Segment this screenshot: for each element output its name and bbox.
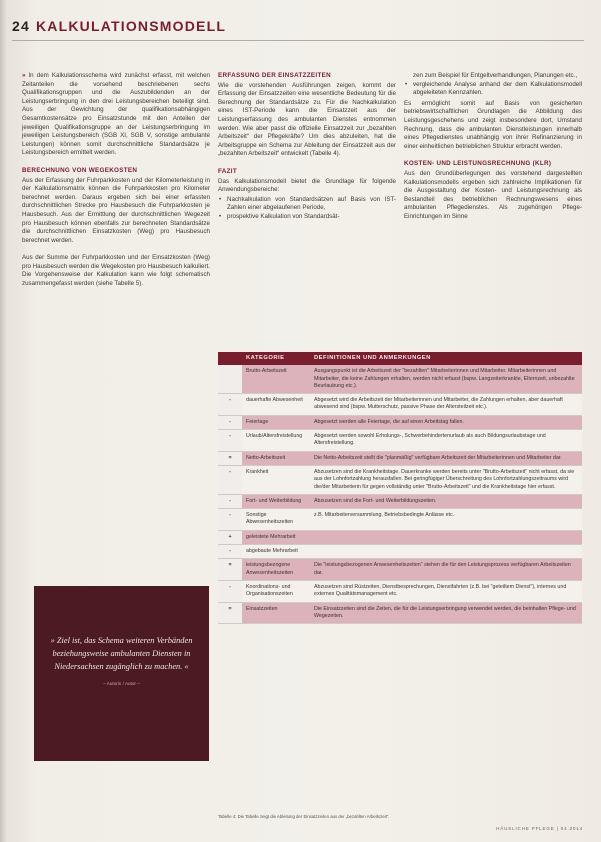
row-definition xyxy=(310,530,582,544)
row-category: Netto-Arbeitszeit xyxy=(242,451,310,465)
wegekosten-paragraph-1: Aus der Erfassung der Fuhrparkkosten und der Kilometerleistung in der Kalkulationsmatrix können die Fuhrparkkosten pro Kilometer berechnet werden. Daraus ergeben sich bei einer erfassten durchschnittlichen Strecke pro Hausbesuch die Fuhrparkkosten je Hausbesuch. Aus der Ermittlung der durchschnittlichen Wegezeit pro Hausbesuch können ebenfalls zur berechneten Standardsätze die durchschnittlichen Einsatzkosten (Weg) pro Hausbesuch berechnet werden. xyxy=(22,176,210,244)
row-sign: = xyxy=(218,602,242,624)
fazit-paragraph: Das Kalkulationsmodell bietet die Grundlage für folgende Anwendungsbereiche: xyxy=(218,177,396,194)
row-definition: Die Netto-Arbeitszeit stellt die "planmäßig" verfügbare Arbeitszeit der Mitarbeiterinnen und Mitarbeiter dar. xyxy=(310,451,582,465)
row-sign: - xyxy=(218,394,242,416)
row-definition: z.B. Mitarbeiterversammlung, Betriebsbedingte Anlässe etc. xyxy=(310,509,582,531)
section-heading-fazit: FAZIT xyxy=(218,167,237,175)
wegekosten-paragraph-2: Aus der Summe der Fuhrparkkosten und der Einsatzkosten (Weg) pro Hausbesuch werden die Wegekosten pro Hausbesuch kalkuliert. Die Vorgehensweise der Kalkulation kann wie folgt schematisch zusammengefasst werden (siehe Tabelle 5). xyxy=(22,254,210,288)
page-title: KALKULATIONSMODELL xyxy=(35,18,227,34)
row-definition xyxy=(310,545,582,559)
row-category: Koordinations- und Organisationszeiten xyxy=(242,580,310,602)
row-category: Sonstige Abwesenheitszeiten xyxy=(242,509,310,531)
row-category: Einsatzzeiten xyxy=(242,602,310,624)
page-header xyxy=(12,18,226,34)
list-item: • Nachkalkulation von Standardsätzen auf Basis von IST-Zahlen einer abgelaufenen Periode, xyxy=(218,196,396,213)
row-definition: Abzusetzen sind Rüstzeiten, Dienstbesprechungen, Dienstfahrten (z.B. bei "geteiltem Dienst"), internes und externes Qualitätsmanagement etc. xyxy=(310,580,582,602)
row-category: Brutto-Arbeitszeit xyxy=(242,365,310,393)
row-sign: = xyxy=(218,451,242,465)
list-item: • prospektive Kalkulation von Standardsät- xyxy=(218,213,396,222)
col3-list xyxy=(404,81,582,98)
row-sign xyxy=(218,365,242,393)
table-row xyxy=(218,451,582,465)
row-definition: Abgesetzt werden alle Feiertage, die auf einen Arbeitstag fallen. xyxy=(310,415,582,429)
row-category: dauerhafte Abwesenheit xyxy=(242,394,310,416)
row-sign: - xyxy=(218,545,242,559)
table-header-sign xyxy=(218,352,242,365)
row-category: leistungsbezogene Anwesenheitszeiten xyxy=(242,559,310,581)
table-row xyxy=(218,394,582,416)
arrow-icon: » xyxy=(22,72,26,79)
column-3 xyxy=(404,72,582,231)
row-definition: Die Einsatzzeiten sind die Zeiten, die für die Leistungserbringung verwendet werden, die beinhalten Pflege- und Wegezeiten. xyxy=(310,602,582,624)
fazit-list xyxy=(218,196,396,222)
table-row xyxy=(218,530,582,544)
pull-quote-box xyxy=(34,586,209,761)
table-row xyxy=(218,545,582,559)
table-caption: Tabelle 4: Die Tabelle zeigt die Ableitung der Einsatzzeiten aus der „bezahlten Arbeitszeit“. xyxy=(218,814,390,819)
row-category: abgebaute Mehrarbeit xyxy=(242,545,310,559)
pull-quote-text: » Ziel ist, das Schema weiteren Verbänden beziehungsweise ambulanten Diensten in Niedersachsen zugänglich zu machen. « xyxy=(50,636,193,671)
row-category: Fort- und Weiterbildung xyxy=(242,494,310,508)
einsatzzeiten-paragraph: Wie die vorstehenden Ausführungen zeigen, kommt der Erfassung der Einsatzzeiten eine wesentliche Bedeutung für die Berechnung der Standardsätze zu. Für die Nachkalkulation eines IST-Periode kann die Einsatzzeit aus der Leistungserfassung des ambulanten Dienstes entnommen werden. Wie aber passt die offizielle Einsatzzeit zur „bezahlten Arbeitszeit“ der Pflegekräfte? Um dies abzuleiten, hat die Arbeitsgruppe ein Schema zur Ableitung der Einsatzzeit aus der „bezahlten Arbeitszeit“ entwickelt (Tabelle 4). xyxy=(218,81,396,158)
row-definition: Abgesetzt wird die Arbeitszeit der Mitarbeiterinnen und Mitarbeiter, die Zahlungen erhalten, aber dauerhaft abwesend sind (bspw. Mutterschutz, passive Phase der Altersteilzeit etc.). xyxy=(310,394,582,416)
table-header-category: KATEGORIE xyxy=(242,352,310,365)
row-sign: - xyxy=(218,509,242,531)
calculation-table xyxy=(218,352,582,624)
row-category: Krankheit xyxy=(242,465,310,494)
intro-paragraph: » In dem Kalkulationsschema wird zunächst erfasst, mit welchen Zeitanteilen die vorsehend beschriebenen sechs Qualifikationsgruppen und die Auszubildenden an der Leistungserbringung in den drei Leistungsbereichen beteiligt sind. Aus der Gewichtung der qualifikationsabhängigen Gesamtkostensätze pro Einsatzstunde mit den Anteilen der jeweiligen Qualifikationsgruppe an der Leistungserbringung im jeweiligen Leistungsbereich (SGB XI, SGB V, sonstige ambulante Leistungen) können somit durchschnittliche Standardsätze je Leistungsbereich ermittelt werden. xyxy=(22,72,210,157)
header-rule xyxy=(12,40,584,41)
table-row xyxy=(218,509,582,531)
row-definition: Ausgangspunkt ist die Arbeitszeit der "bezahlten" Mitarbeiterinnen und Mitarbeiter. Mitarbeiterinnen und Mitarbeiter, die keine Zahlungen erhalten, werden nicht erfasst (bspw. Langzeiterkrankte, Elternzeit, unbezahlte Beurlaubung etc.). xyxy=(310,365,582,393)
list-item: • vergleichende Analyse anhand der dem Kalkulationsmodell abgeleiteten Kennzahlen. xyxy=(404,81,582,98)
row-definition: Die "leistungsbezogenen Anwesenheitszeiten" stehen die für den Leistungsprozess verfügbaren Arbeitszeiten dar. xyxy=(310,559,582,581)
row-sign: - xyxy=(218,430,242,452)
row-category: geleistete Mehrarbeit xyxy=(242,530,310,544)
table-header-row xyxy=(218,352,582,365)
row-definition: Abgesetzt werden sowohl Erholungs-, Schwerbehindertenurlaub als auch Bildungsurlaubstage und Altersfreistellung. xyxy=(310,430,582,452)
section-heading-klr: KOSTEN- UND LEISTUNGSRECHNUNG (KLR) xyxy=(404,160,552,168)
table-row xyxy=(218,430,582,452)
row-sign: = xyxy=(218,559,242,581)
row-category: Urlaub/Altersfreistellung xyxy=(242,430,310,452)
table-row xyxy=(218,559,582,581)
table-row xyxy=(218,602,582,624)
page-spine xyxy=(0,0,7,842)
row-sign: - xyxy=(218,580,242,602)
table-row xyxy=(218,415,582,429)
klr-paragraph: Aus den Grundüberlegungen des vorstehend dargestellten Kalkulationsmodells ergeben sich zahlreiche Implikationen für die Ausgestaltung der Kosten- und Leistungsrechnung als Bestandteil des betrieblichen Rechnungswesens eines ambulanten Pflegedienstes. Als zugehörigen Pflege-Einrichtungen im Sinne xyxy=(404,169,582,220)
section-heading-wegekosten: BERECHNUNG VON WEGEKOSTEN xyxy=(22,166,138,174)
page-footer: HÄUSLICHE PFLEGE | 04.2014 xyxy=(496,826,583,831)
table-header-definition: DEFINITIONEN UND ANMERKUNGEN xyxy=(310,352,582,365)
table-row xyxy=(218,465,582,494)
column-1 xyxy=(22,72,210,298)
section-heading-einsatzzeiten: ERFASSUNG DER EINSATZZEITEN xyxy=(218,72,331,79)
page-number: 24 xyxy=(12,18,30,34)
row-definition: Abzusetzen sind die Fort- und Weiterbildungszeiten. xyxy=(310,494,582,508)
col3-paragraph: Es ermöglicht somit auf Basis von gesicherten betriebswirtschaftlichen Grundlagen die Abbildung des Leistungsgeschehens und zeigt insbesondere dort, Umstand Rechnung, dass die ambulanten Dienstleistungen innerhalb eines Pflegedienstes unabhängig von ihrer Refinanzierung in einer einheitlichen betrieblichen Struktur erbracht werden. xyxy=(404,99,582,150)
row-category: Feiertage xyxy=(242,415,310,429)
table-row xyxy=(218,494,582,508)
row-sign: - xyxy=(218,494,242,508)
row-sign: + xyxy=(218,530,242,544)
row-sign: - xyxy=(218,465,242,494)
table-row xyxy=(218,365,582,393)
table-body xyxy=(218,365,582,623)
row-definition: Abzusetzen sind die Krankheitstage. Dauerkranke werden bereits unter "Brutto-Arbeitszeit" nicht erfasst, da sie aus der Lohnfortzahlung herausfallen. Bei geringfügiger Überschreitung des Lohnfortzahlungszeitraums wird die/der Mitarbeiterin für gegen vollständig unter "Brutto-Arbeitszeit" und die Krankheitstage hier erfasst. xyxy=(310,465,582,494)
row-sign: - xyxy=(218,415,242,429)
pull-quote-author: – Autorin / Autor – xyxy=(103,681,140,686)
continued-bullet: zen zum Beispiel für Entgeltverhandlungen, Planungen etc., xyxy=(413,72,578,79)
table-row xyxy=(218,580,582,602)
column-2 xyxy=(218,72,396,222)
